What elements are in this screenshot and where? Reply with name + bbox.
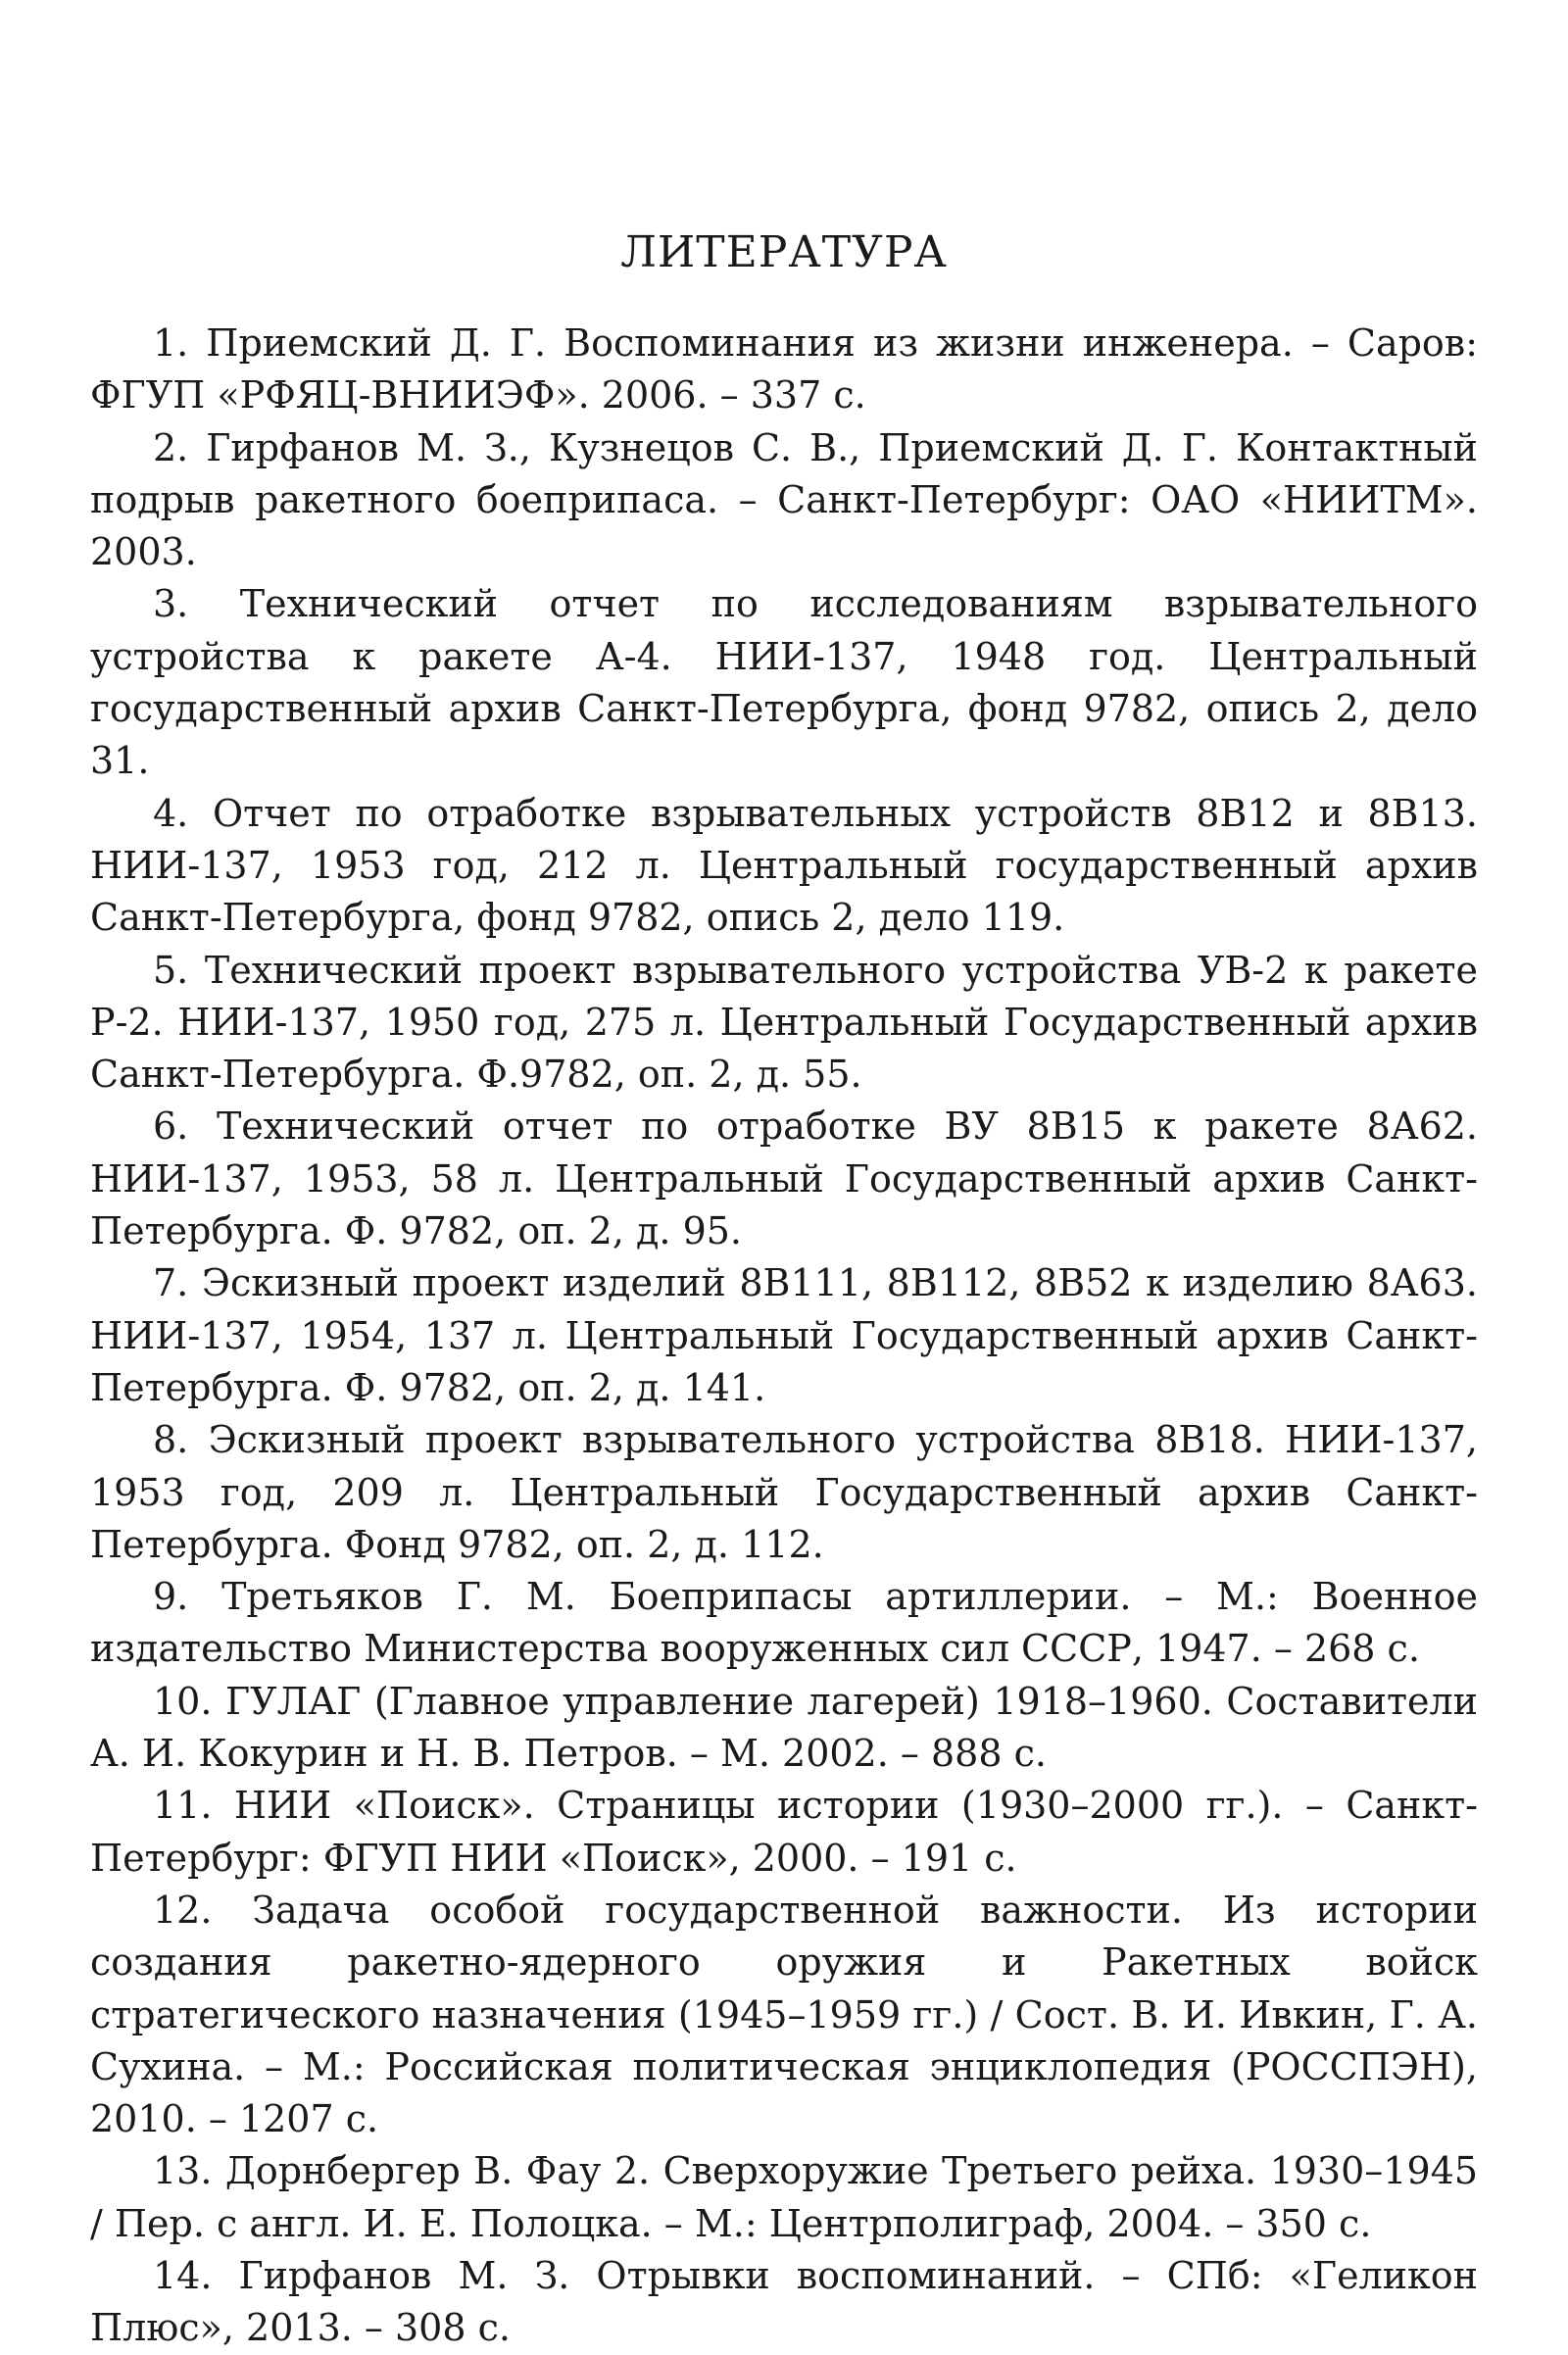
- reference-item: 11. НИИ «Поиск». Страницы истории (1930–2000 гг.). – Санкт-Петербург: ФГУП НИИ «Поиск», 2000. – 191 с.: [90, 1784, 1478, 1880]
- reference-item: 4. Отчет по отработке взрывательных устройств 8В12 и 8В13. НИИ-137, 1953 год, 212 л. Центральный государственный архив Санкт-Петербурга, фонд 9782, опись 2, дело 119.: [90, 791, 1478, 940]
- reference-item: 13. Дорнбергер В. Фау 2. Сверхоружие Третьего рейха. 1930–1945 / Пер. с англ. И. Е. Полоцка. – М.: Центрполиграф, 2004. – 350 с.: [90, 2149, 1478, 2245]
- reference-item: 10. ГУЛАГ (Главное управление лагерей) 1918–1960. Составители А. И. Кокурин и Н. В. Петров. – М. 2002. – 888 с.: [90, 1679, 1478, 1776]
- reference-item: 8. Эскизный проект взрывательного устройства 8В18. НИИ-137, 1953 год, 209 л. Центральный Государственный архив Санкт-Петербурга. Фонд 9782, оп. 2, д. 112.: [90, 1418, 1478, 1566]
- reference-item: 2. Гирфанов М. З., Кузнецов С. В., Приемский Д. Г. Контактный подрыв ракетного боеприпаса. – Санкт-Петербург: ОАО «НИИТМ». 2003.: [90, 425, 1478, 574]
- reference-list: [90, 318, 1478, 2355]
- reference-item: 5. Технический проект взрывательного устройства УВ-2 к ракете Р-2. НИИ-137, 1950 год, 275 л. Центральный Государственный архив Санкт-Петербурга. Ф.9782, оп. 2, д. 55.: [90, 948, 1478, 1097]
- page-title: ЛИТЕРАТУРА: [620, 227, 948, 277]
- reference-item: 7. Эскизный проект изделий 8В111, 8В112, 8В52 к изделию 8А63. НИИ-137, 1954, 137 л. Центральный Государственный архив Санкт-Петербурга. Ф. 9782, оп. 2, д. 141.: [90, 1261, 1478, 1409]
- reference-item: 12. Задача особой государственной важности. Из истории создания ракетно-ядерного оружия и Ракетных войск стратегического назначения (1945–1959 гг.) / Сост. В. И. Ивкин, Г. А. Сухина. – М.: Российская политическая энциклопедия (РОССПЭН), 2010. – 1207 с.: [90, 1888, 1478, 2141]
- reference-item: 14. Гирфанов М. З. Отрывки воспоминаний. – СПб: «Геликон Плюс», 2013. – 308 с.: [90, 2253, 1478, 2350]
- reference-item: 3. Технический отчет по исследованиям взрывательного устройства к ракете А-4. НИИ-137, 1948 год. Центральный государственный архив Санкт-Петербурга, фонд 9782, опись 2, дело 31.: [90, 582, 1478, 783]
- reference-item: 9. Третьяков Г. М. Боеприпасы артиллерии. – М.: Военное издательство Министерства вооруженных сил СССР, 1947. – 268 с.: [90, 1575, 1478, 1671]
- reference-item: 6. Технический отчет по отработке ВУ 8В15 к ракете 8А62. НИИ-137, 1953, 58 л. Центральный Государственный архив Санкт-Петербурга. Ф. 9782, оп. 2, д. 95.: [90, 1104, 1478, 1253]
- reference-item: 1. Приемский Д. Г. Воспоминания из жизни инженера. – Саров: ФГУП «РФЯЦ-ВНИИЭФ». 2006. – 337 с.: [90, 321, 1478, 417]
